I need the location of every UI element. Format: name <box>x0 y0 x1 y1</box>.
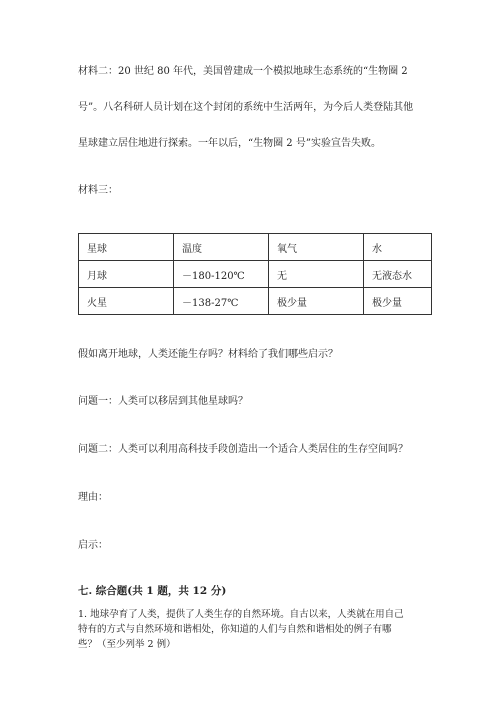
table-cell: 极少量 <box>364 288 432 315</box>
reason-label: 理由： <box>78 492 108 503</box>
table-cell: 无液态水 <box>364 261 432 288</box>
table-header-cell: 温度 <box>174 234 269 261</box>
section7-question-line-3: 些？（至少列举 2 例） <box>78 639 176 650</box>
question-one: 问题一：人类可以移居到其他星球吗？ <box>78 396 248 407</box>
section-title: 七. 综合题(共 1 题，共 12 分) <box>78 585 227 597</box>
planet-table <box>78 233 432 315</box>
table-cell: 无 <box>269 261 364 288</box>
section7-question-line-1: 1. 地球孕育了人类，提供了人类生存的自然环境。自古以来，人类就在用自己 <box>78 609 404 620</box>
table-header-cell: 水 <box>364 234 432 261</box>
main-question: 假如离开地球，人类还能生存吗？材料给了我们哪些启示？ <box>78 349 338 360</box>
table-row <box>79 261 432 288</box>
section7-question-line-2: 特有的方式与自然环境和谐相处，你知道的人们与自然和谐相处的例子有哪 <box>78 624 392 635</box>
insight-label: 启示： <box>78 540 108 551</box>
table-cell: 火星 <box>79 288 174 315</box>
material3-label: 材料三： <box>78 185 118 196</box>
table-row <box>79 288 432 315</box>
table-header-cell: 星球 <box>79 234 174 261</box>
material2-line-1: 材料二：20 世纪 80 年代，美国曾建成一个模拟地球生态系统的“生物圈 2 <box>78 66 408 77</box>
material2-line-2: 号”。八名科研人员计划在这个封闭的系统中生活两年，为今后人类登陆其他 <box>78 102 414 113</box>
table-cell: 极少量 <box>269 288 364 315</box>
table-cell: －138-27℃ <box>174 288 269 315</box>
question-two: 问题二：人类可以利用高科技手段创造出一个适合人类居住的生存空间吗？ <box>78 444 408 455</box>
table-cell: 月球 <box>79 261 174 288</box>
table-header-cell: 氧气 <box>269 234 364 261</box>
table-header-row <box>79 234 432 261</box>
material2-line-3: 星球建立居住地进行探索。一年以后，“生物圈 2 号”实验宣告失败。 <box>78 138 381 149</box>
table-cell: －180-120℃ <box>174 261 269 288</box>
